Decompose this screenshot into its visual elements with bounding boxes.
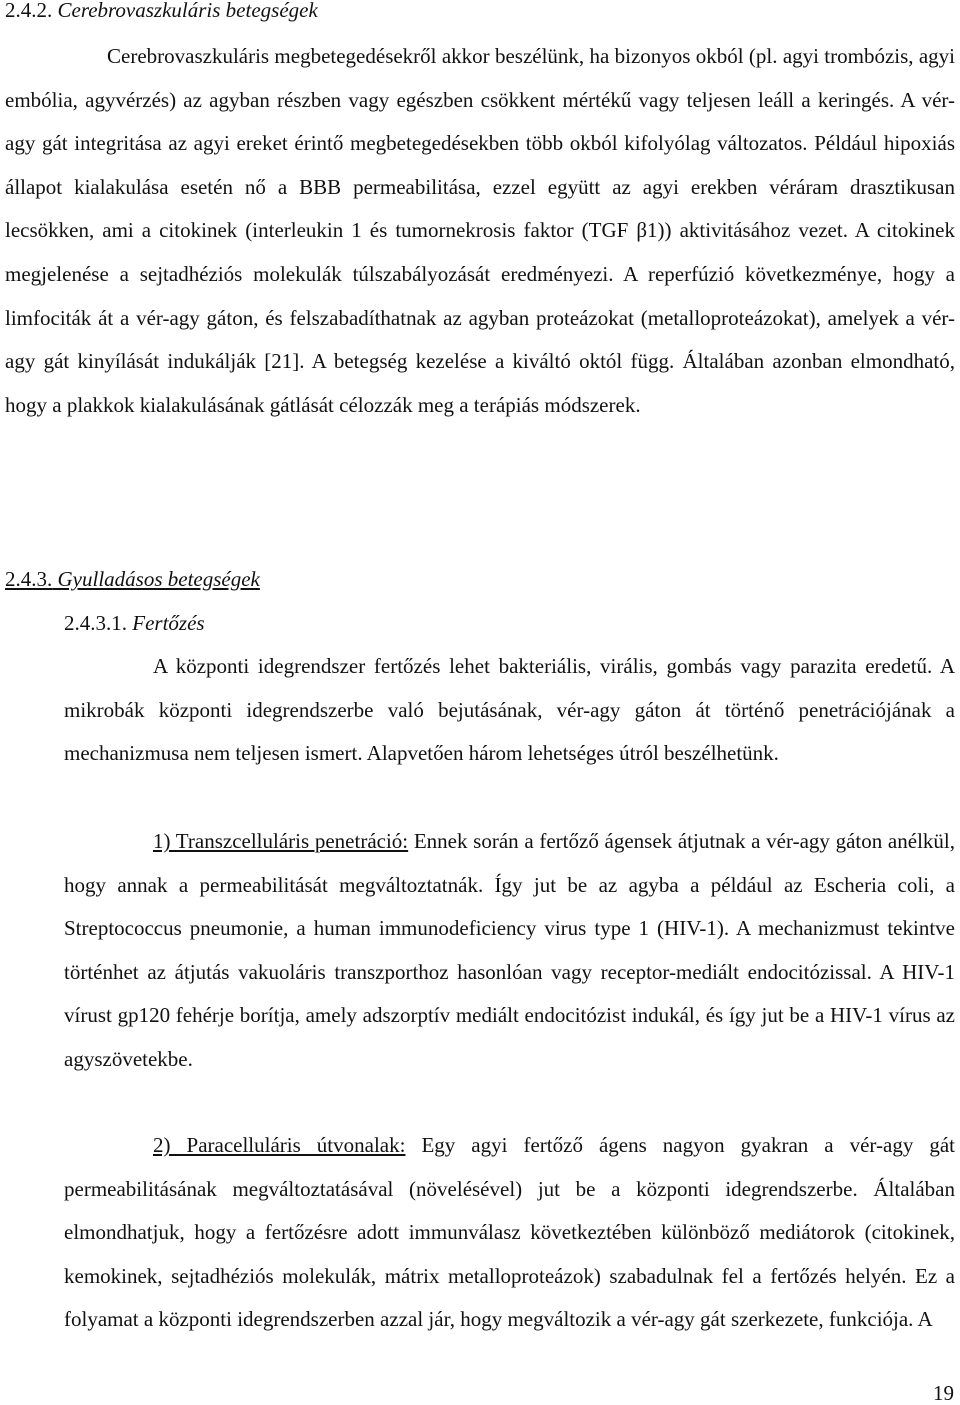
section-title: Gyulladásos betegségek — [57, 567, 260, 591]
section-number: 2.4.3. — [5, 567, 53, 591]
paragraph-paracellular — [64, 1124, 955, 1342]
section-heading-2-4-3-1 — [64, 609, 205, 637]
section-number: 2.4.2. — [5, 0, 53, 22]
section-heading-2-4-2 — [5, 0, 318, 24]
section-title: Cerebrovaszkuláris betegségek — [57, 0, 318, 22]
paragraph-cerebrovascular — [5, 35, 955, 427]
section-number: 2.4.3.1. — [64, 611, 127, 635]
paragraph-text: Ennek során a fertőző ágensek átjutnak a vér-agy gáton anélkül, hogy annak a permeabilitását megváltoztatnák. Így jut be az agyba a például az Escheria coli, a Streptococcus pneumonie, a human immunodeficiency virus type 1 (HIV-1). A mechanizmust tekintve történhet az átjutás vakuoláris transzporthoz hasonlóan vagy receptor-mediált endocitózissal. A HIV-1 vírust gp120 fehérje borítja, amely adszorptív mediált endocitózist indukál, és így jut be a HIV-1 vírus az agyszövetekbe. — [64, 829, 955, 1071]
paragraph-transcellular — [64, 820, 955, 1082]
paragraph-text: Cerebrovaszkuláris megbetegedésekről akkor beszélünk, ha bizonyos okból (pl. agyi trombózis, agyi embólia, agyvérzés) az agyban részben vagy egészben csökkent mértékű vagy teljesen leáll a keringés. A vér-agy gát integritása az agyi ereket érintő megbetegedésekben több okból kifolyólag változatos. Például hipoxiás állapot kialakulása esetén nő a BBB permeabilitása, ezzel együtt az agyi erekben véráram drasztikusan lecsökken, ami a citokinek (interleukin 1 és tumornekrosis faktor (TGF β1)) aktivitásához vezet. A citokinek megjelenése a sejtadhéziós molekulák túlszabályozását eredményezi. A reperfúzió következménye, hogy a limfociták át a vér-agy gáton, és felszabadíthatnak az agyban proteázokat (metalloproteázokat), amelyek a vér-agy gát kinyílását indukálják [21]. A betegség kezelése a kiváltó októl függ. Általában azonban elmondható, hogy a plakkok kialakulásának gátlását célozzák meg a terápiás módszerek. — [5, 44, 955, 417]
transcellular-label: 1) Transzcelluláris penetráció: — [153, 829, 409, 853]
section-heading-2-4-3 — [5, 565, 260, 593]
page-number: 19 — [933, 1381, 954, 1405]
paragraph-infection-intro — [64, 645, 955, 776]
paracellular-label: 2) Paracelluláris útvonalak: — [153, 1133, 406, 1157]
paragraph-text: Egy agyi fertőző ágens nagyon gyakran a vér-agy gát permeabilitásának megváltoztatásával (növelésével) jut be a központi idegrendszerbe. Általában elmondhatjuk, hogy a fertőzésre adott immunválasz következtében különböző mediátorok (citokinek, kemokinek, sejtadhéziós molekulák, mátrix metalloproteázok) szabadulnak fel a fertőzés helyén. Ez a folyamat a központi idegrendszerben azzal jár, hogy megváltozik a vér-agy gát szerkezete, funkciója. A — [64, 1133, 955, 1332]
section-title: Fertőzés — [132, 611, 205, 635]
paragraph-text: A központi idegrendszer fertőzés lehet bakteriális, virális, gombás vagy parazita eredetű. A mikrobák központi idegrendszerbe való bejutásának, vér-agy gáton át történő penetrációjának a mechanizmusa nem teljesen ismert. Alapvetően három lehetséges útról beszélhetünk. — [64, 654, 955, 766]
